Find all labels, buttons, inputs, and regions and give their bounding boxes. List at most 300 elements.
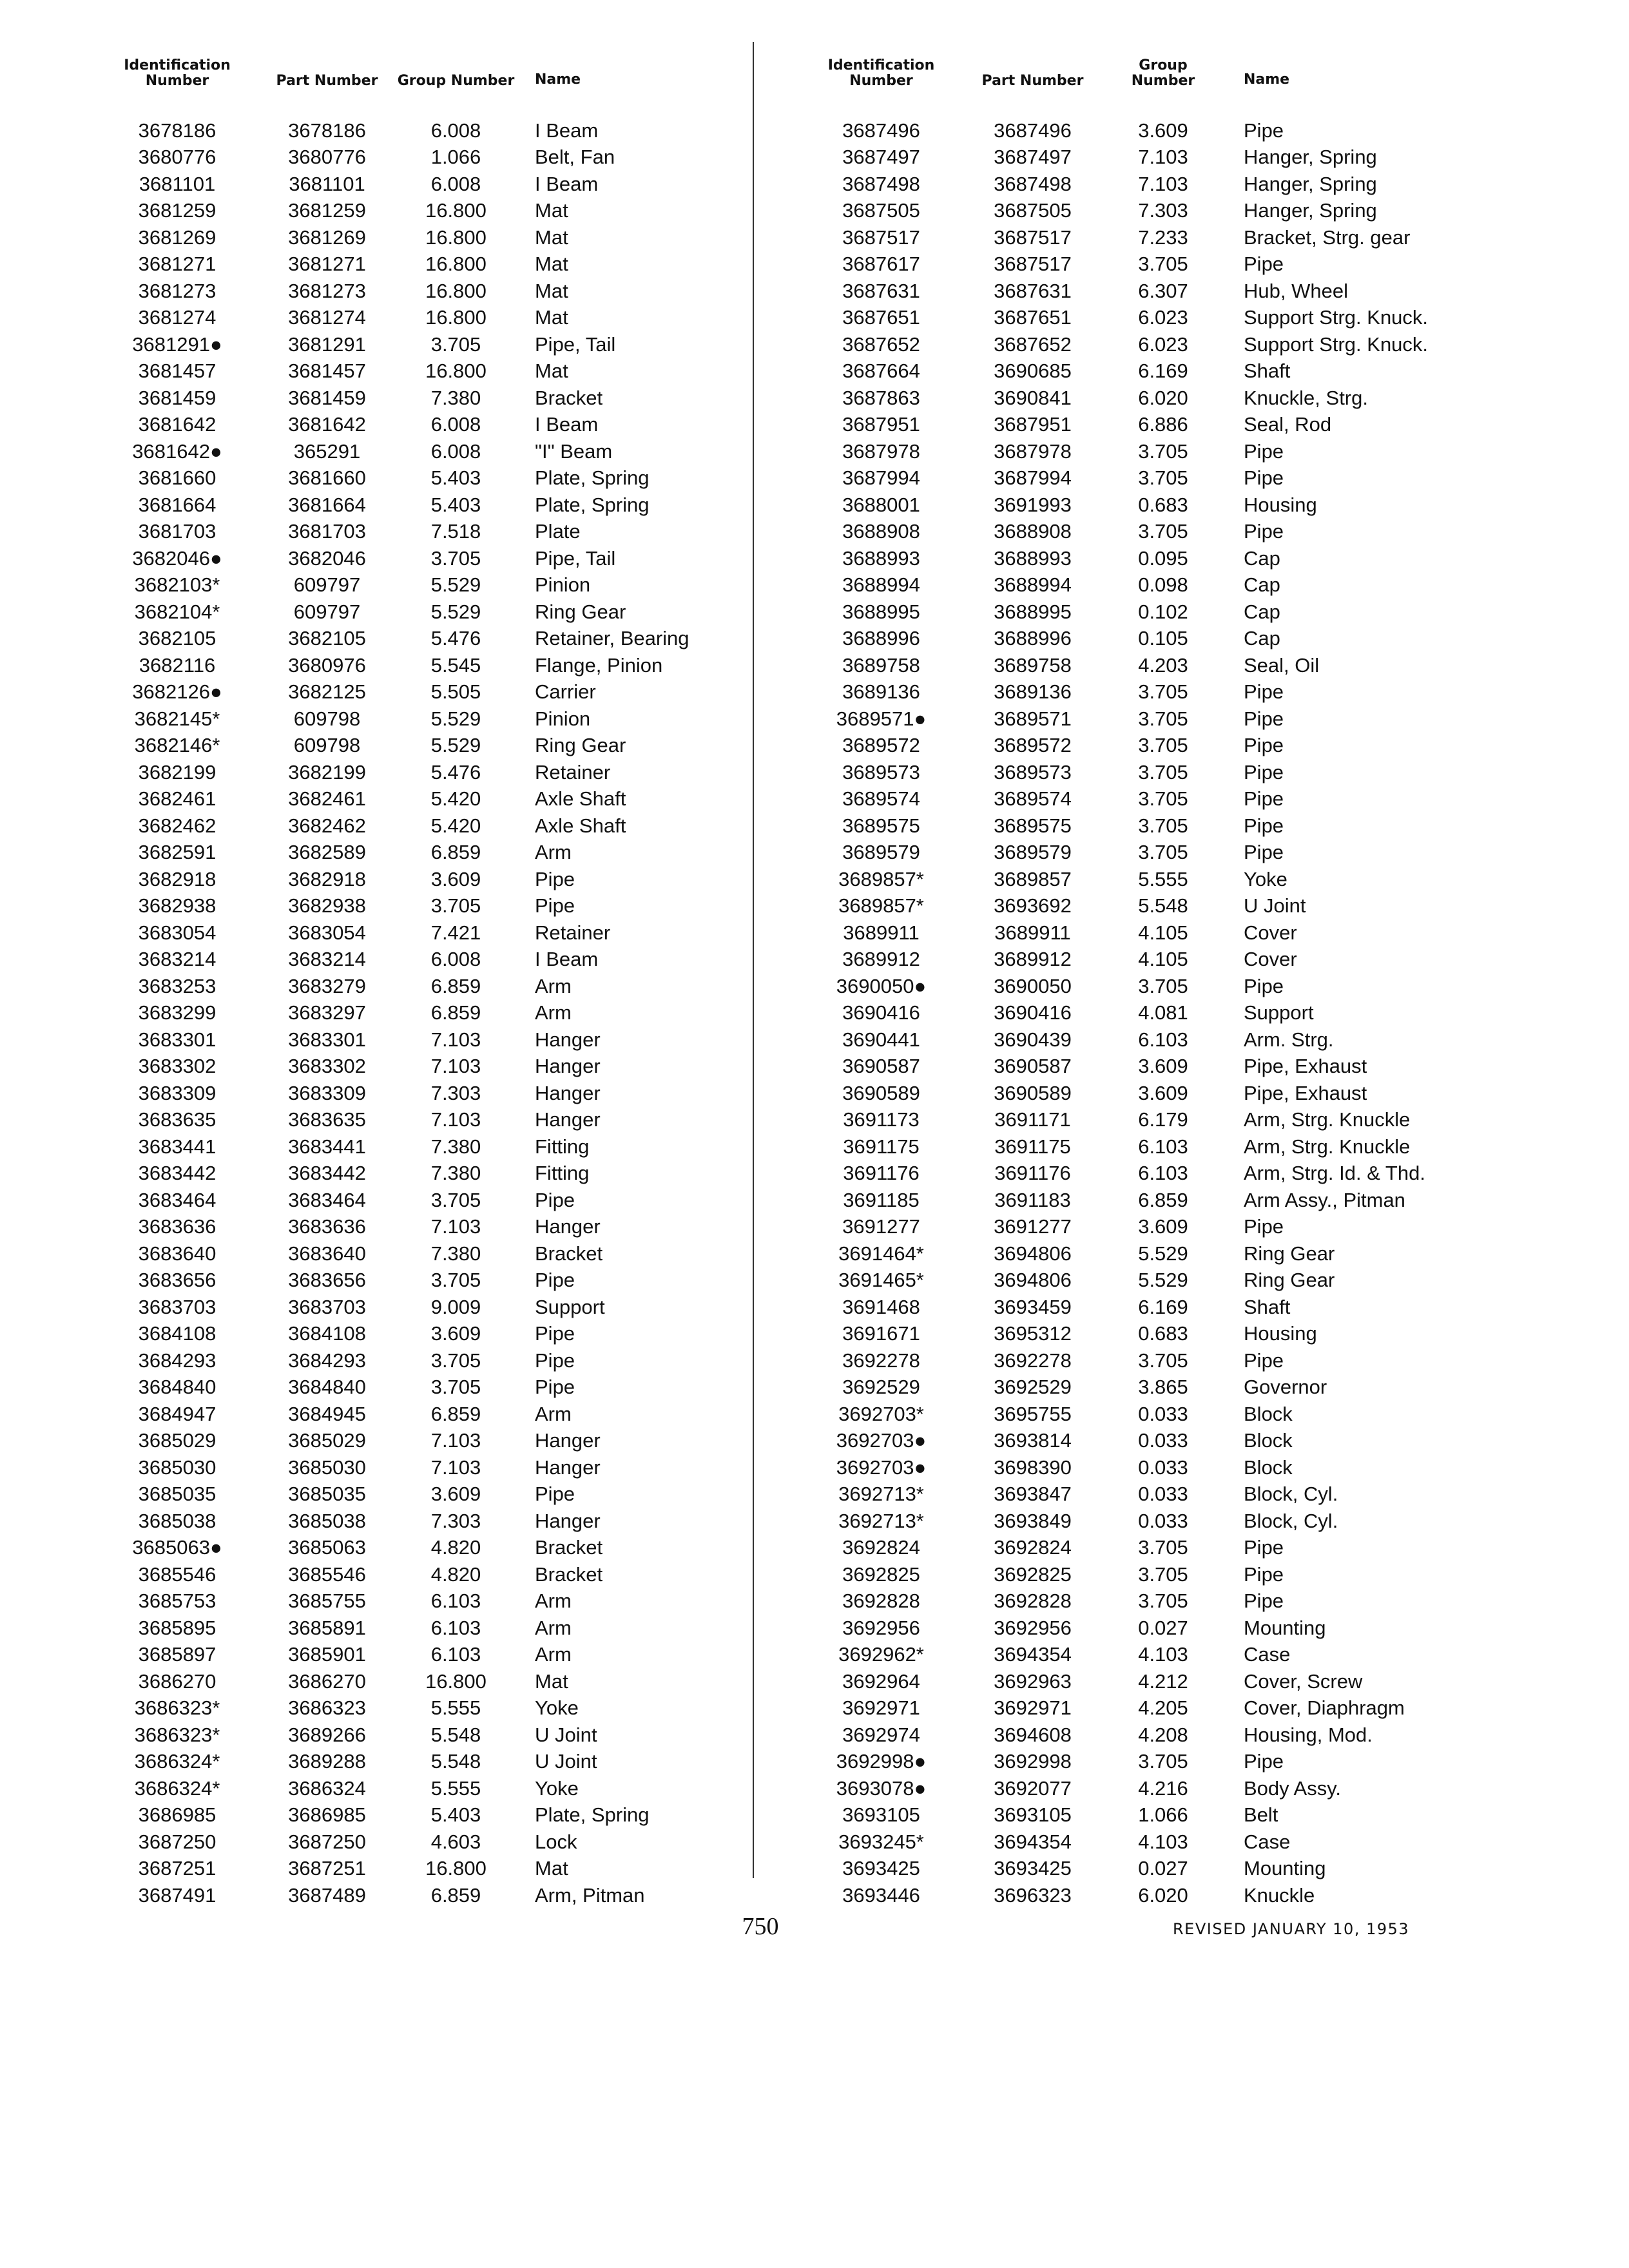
part-number-cell: 3693847 xyxy=(994,1483,1072,1506)
part-number-cell: 3681274 xyxy=(288,306,366,329)
group-number-cell: 3.609 xyxy=(1138,1215,1188,1238)
part-number-cell: 3686270 xyxy=(288,1669,366,1693)
identification-number-cell: 3683441 xyxy=(138,1135,217,1158)
header-identification-number: Identification Number xyxy=(124,57,231,89)
group-number-cell: 0.683 xyxy=(1138,1322,1188,1345)
name-cell: Case xyxy=(1244,1830,1291,1853)
identification-number-cell: 3682918 xyxy=(138,867,217,890)
identification-number-cell: 3685035 xyxy=(138,1483,217,1506)
name-cell: Flange, Pinion xyxy=(535,653,663,677)
part-number-cell: 3691176 xyxy=(994,1162,1071,1185)
name-cell: Block xyxy=(1244,1429,1293,1452)
name-cell: Hanger, Spring xyxy=(1244,199,1377,222)
group-number-cell: 6.008 xyxy=(430,119,481,142)
header-identification-number: Identification Number xyxy=(827,57,935,89)
identification-number-cell: 3681259 xyxy=(138,199,217,222)
name-cell: Mat xyxy=(535,279,568,302)
group-number-cell: 16.800 xyxy=(425,306,487,329)
table-row xyxy=(802,1428,1501,1455)
table-row xyxy=(802,251,1501,278)
group-number-cell: 3.705 xyxy=(1138,1750,1188,1773)
name-cell: Yoke xyxy=(535,1776,579,1800)
part-number-cell: 3687496 xyxy=(994,119,1072,142)
table-row xyxy=(802,492,1501,519)
identification-number-cell: 3688996 xyxy=(842,627,920,650)
name-cell: Arm xyxy=(535,1616,572,1639)
name-cell: Pipe xyxy=(1244,787,1284,811)
part-number-cell: 3694608 xyxy=(994,1723,1072,1746)
name-cell: Pipe xyxy=(1244,1590,1284,1613)
header-group-number: Group Number xyxy=(397,73,515,89)
group-number-cell: 5.505 xyxy=(430,680,481,704)
identification-number-cell: 3683636 xyxy=(138,1215,217,1238)
identification-number-cell: 3685546 xyxy=(138,1562,217,1586)
group-number-cell: 7.103 xyxy=(1138,146,1188,169)
part-number-cell: 3683464 xyxy=(288,1188,366,1211)
part-number-cell: 3689288 xyxy=(288,1750,366,1773)
table-row xyxy=(802,198,1501,225)
group-number-cell: 5.548 xyxy=(430,1723,481,1746)
identification-number-cell: 3681101 xyxy=(139,172,216,195)
part-number-cell: 3689758 xyxy=(994,653,1072,677)
part-number-cell: 3693425 xyxy=(994,1857,1072,1880)
identification-number-cell: 3689574 xyxy=(842,787,920,811)
group-number-cell: 4.081 xyxy=(1138,1001,1188,1024)
group-number-cell: 3.609 xyxy=(1138,1055,1188,1078)
identification-number-cell: 3687251 xyxy=(138,1857,217,1880)
table-row xyxy=(802,1481,1501,1508)
identification-number-cell: 3685029 xyxy=(138,1429,217,1452)
identification-number-cell: 3687994 xyxy=(842,466,920,490)
group-number-cell: 3.705 xyxy=(430,546,481,570)
name-cell: Carrier xyxy=(535,680,596,704)
group-number-cell: 3.705 xyxy=(1138,1349,1188,1372)
table-row xyxy=(802,1160,1501,1187)
part-number-cell: 3689912 xyxy=(994,948,1072,971)
identification-number-cell: 3684947 xyxy=(138,1402,217,1425)
name-cell: Mat xyxy=(535,253,568,276)
group-number-cell: 3.705 xyxy=(1138,253,1188,276)
table-row xyxy=(802,331,1501,358)
part-number-cell: 3687951 xyxy=(994,413,1072,436)
part-number-cell: 3689857 xyxy=(994,867,1072,890)
part-number-cell: 3681101 xyxy=(289,172,365,195)
name-cell: Hanger xyxy=(535,1456,601,1479)
table-row xyxy=(802,1026,1501,1053)
table-row xyxy=(97,626,786,653)
name-cell: Mat xyxy=(535,306,568,329)
name-cell: Ring Gear xyxy=(1244,1269,1335,1292)
identification-number-cell: 3681269 xyxy=(138,226,217,249)
page-number: 750 xyxy=(742,1913,779,1940)
identification-number-cell: 3684840 xyxy=(138,1376,217,1399)
identification-number-cell: 3682046● xyxy=(132,546,222,570)
group-number-cell: 7.103 xyxy=(1138,172,1188,195)
part-number-cell: 3681459 xyxy=(288,386,366,409)
identification-number-cell: 3689857* xyxy=(838,894,924,918)
identification-number-cell: 3692956 xyxy=(842,1616,920,1639)
identification-number-cell: 3690050● xyxy=(836,974,927,997)
part-number-cell: 3685035 xyxy=(288,1483,366,1506)
identification-number-cell: 3683253 xyxy=(138,974,217,997)
group-number-cell: 5.420 xyxy=(430,787,481,811)
table-row xyxy=(97,706,786,733)
part-number-cell: 3693692 xyxy=(994,894,1072,918)
part-number-cell: 3695312 xyxy=(994,1322,1072,1345)
table-row xyxy=(97,1080,786,1107)
header-name: Name xyxy=(1244,72,1290,88)
group-number-cell: 6.020 xyxy=(1138,386,1188,409)
part-number-cell: 3687631 xyxy=(994,279,1072,302)
table-row xyxy=(97,1160,786,1187)
table-row xyxy=(97,1695,786,1722)
name-cell: Support xyxy=(1244,1001,1314,1024)
table-row xyxy=(802,812,1501,840)
name-cell: Pipe xyxy=(1244,439,1284,463)
table-row xyxy=(802,1508,1501,1535)
group-number-cell: 3.705 xyxy=(1138,466,1188,490)
group-number-cell: 7.380 xyxy=(430,386,481,409)
part-number-cell: 3682589 xyxy=(288,841,366,864)
table-row xyxy=(97,358,786,385)
table-row xyxy=(802,545,1501,572)
part-number-cell: 3681269 xyxy=(288,226,366,249)
part-number-cell: 3689572 xyxy=(994,734,1072,757)
group-number-cell: 5.403 xyxy=(430,493,481,516)
group-number-cell: 4.820 xyxy=(430,1562,481,1586)
identification-number-cell: 3688993 xyxy=(842,546,920,570)
table-row xyxy=(97,465,786,492)
group-number-cell: 16.800 xyxy=(425,253,487,276)
part-number-cell: 3690685 xyxy=(994,360,1072,383)
table-row xyxy=(97,1829,786,1856)
part-number-cell: 3687497 xyxy=(994,146,1072,169)
group-number-cell: 5.420 xyxy=(430,814,481,837)
part-number-cell: 3688996 xyxy=(994,627,1072,650)
group-number-cell: 0.033 xyxy=(1138,1509,1188,1532)
identification-number-cell: 3692998● xyxy=(836,1750,927,1773)
table-row xyxy=(97,866,786,893)
identification-number-cell: 3687505 xyxy=(842,199,920,222)
part-number-cell: 3685546 xyxy=(288,1562,366,1586)
table-row xyxy=(802,679,1501,706)
table-row xyxy=(97,117,786,144)
part-number-cell: 3689575 xyxy=(994,814,1072,837)
group-number-cell: 5.548 xyxy=(430,1750,481,1773)
part-number-cell: 609797 xyxy=(293,600,361,623)
group-number-cell: 5.555 xyxy=(430,1776,481,1800)
name-cell: Cap xyxy=(1244,600,1280,623)
table-row xyxy=(97,599,786,626)
part-number-cell: 3682125 xyxy=(288,680,366,704)
group-number-cell: 0.098 xyxy=(1138,573,1188,597)
identification-number-cell: 3691464* xyxy=(838,1242,924,1265)
name-cell: Arm, Strg. Knuckle xyxy=(1244,1135,1411,1158)
table-row xyxy=(802,1080,1501,1107)
name-cell: Block, Cyl. xyxy=(1244,1483,1338,1506)
table-row xyxy=(97,1481,786,1508)
table-row xyxy=(97,1454,786,1481)
identification-number-cell: 3692971 xyxy=(842,1696,920,1720)
identification-number-cell: 3693245* xyxy=(838,1830,924,1853)
name-cell: Hanger, Spring xyxy=(1244,146,1377,169)
table-row xyxy=(802,1240,1501,1267)
table-row xyxy=(97,1642,786,1669)
table-row xyxy=(802,1321,1501,1348)
table-row xyxy=(97,1214,786,1241)
table-row xyxy=(802,1856,1501,1883)
group-number-cell: 0.095 xyxy=(1138,546,1188,570)
group-number-cell: 3.609 xyxy=(430,1483,481,1506)
name-cell: Pipe xyxy=(1244,466,1284,490)
part-number-cell: 3692825 xyxy=(994,1562,1072,1586)
part-number-cell: 3688993 xyxy=(994,546,1072,570)
group-number-cell: 5.545 xyxy=(430,653,481,677)
identification-number-cell: 3687651 xyxy=(842,306,920,329)
name-cell: Housing xyxy=(1244,493,1317,516)
part-number-cell: 3692278 xyxy=(994,1349,1072,1372)
table-row xyxy=(802,1695,1501,1722)
part-number-cell: 3683309 xyxy=(288,1081,366,1104)
name-cell: Hanger, Spring xyxy=(1244,172,1377,195)
identification-number-cell: 3689579 xyxy=(842,841,920,864)
part-number-cell: 3691171 xyxy=(994,1108,1071,1131)
name-cell: Pipe xyxy=(535,1349,575,1372)
name-cell: Axle Shaft xyxy=(535,787,626,811)
part-number-cell: 3687651 xyxy=(994,306,1072,329)
table-row xyxy=(97,412,786,439)
part-number-cell: 3688908 xyxy=(994,520,1072,543)
group-number-cell: 5.476 xyxy=(430,627,481,650)
name-cell: Pipe xyxy=(1244,814,1284,837)
table-row xyxy=(97,171,786,198)
identification-number-cell: 3691176 xyxy=(843,1162,920,1185)
part-number-cell: 3685038 xyxy=(288,1509,366,1532)
name-cell: Pipe xyxy=(1244,734,1284,757)
name-cell: Hanger xyxy=(535,1081,601,1104)
identification-number-cell: 3687497 xyxy=(842,146,920,169)
identification-number-cell: 3692703● xyxy=(836,1456,927,1479)
group-number-cell: 6.169 xyxy=(1138,360,1188,383)
identification-number-cell: 3686323* xyxy=(134,1723,220,1746)
part-number-cell: 3690841 xyxy=(994,386,1072,409)
part-number-cell: 3684945 xyxy=(288,1402,366,1425)
identification-number-cell: 3690589 xyxy=(842,1081,920,1104)
group-number-cell: 16.800 xyxy=(425,199,487,222)
group-number-cell: 7.421 xyxy=(430,921,481,944)
identification-number-cell: 3681457 xyxy=(138,360,217,383)
part-number-cell: 3682938 xyxy=(288,894,366,918)
name-cell: Pipe xyxy=(1244,253,1284,276)
table-row xyxy=(97,305,786,332)
part-number-cell: 3685030 xyxy=(288,1456,366,1479)
identification-number-cell: 3685038 xyxy=(138,1509,217,1532)
table-row xyxy=(802,1802,1501,1829)
group-number-cell: 3.705 xyxy=(1138,814,1188,837)
group-number-cell: 4.203 xyxy=(1138,653,1188,677)
part-number-cell: 3683214 xyxy=(288,948,366,971)
table-row xyxy=(802,866,1501,893)
group-number-cell: 3.705 xyxy=(1138,439,1188,463)
identification-number-cell: 3682146* xyxy=(134,734,220,757)
identification-number-cell: 3681664 xyxy=(138,493,217,516)
identification-number-cell: 3683442 xyxy=(138,1162,217,1185)
right-table-body xyxy=(802,117,1501,1909)
group-number-cell: 7.380 xyxy=(430,1162,481,1185)
part-number-cell: 3693814 xyxy=(994,1429,1072,1452)
part-number-cell: 3691277 xyxy=(994,1215,1072,1238)
table-row xyxy=(97,1722,786,1749)
table-row xyxy=(802,706,1501,733)
table-row xyxy=(97,1133,786,1160)
group-number-cell: 3.705 xyxy=(1138,974,1188,997)
identification-number-cell: 3683656 xyxy=(138,1269,217,1292)
table-row xyxy=(802,1749,1501,1776)
name-cell: Pipe xyxy=(1244,1536,1284,1559)
part-number-cell: 3687652 xyxy=(994,332,1072,356)
identification-number-cell: 3689136 xyxy=(842,680,920,704)
name-cell: I Beam xyxy=(535,172,599,195)
name-cell: Hanger xyxy=(535,1509,601,1532)
table-row xyxy=(802,1347,1501,1374)
identification-number-cell: 3688994 xyxy=(842,573,920,597)
name-cell: Pipe xyxy=(1244,520,1284,543)
group-number-cell: 7.103 xyxy=(430,1215,481,1238)
group-number-cell: 0.027 xyxy=(1138,1616,1188,1639)
table-row xyxy=(97,786,786,813)
part-number-cell: 3687978 xyxy=(994,439,1072,463)
table-row xyxy=(802,1107,1501,1134)
name-cell: Ring Gear xyxy=(535,734,626,757)
name-cell: Arm xyxy=(535,1402,572,1425)
group-number-cell: 0.033 xyxy=(1138,1483,1188,1506)
part-number-cell: 3687994 xyxy=(994,466,1072,490)
name-cell: Pipe xyxy=(1244,1349,1284,1372)
group-number-cell: 0.033 xyxy=(1138,1456,1188,1479)
group-number-cell: 5.529 xyxy=(1138,1269,1188,1292)
name-cell: Pipe, Tail xyxy=(535,546,616,570)
name-cell: Pinion xyxy=(535,573,591,597)
name-cell: U Joint xyxy=(1244,894,1306,918)
group-number-cell: 3.705 xyxy=(1138,841,1188,864)
identification-number-cell: 3691185 xyxy=(843,1188,920,1211)
group-number-cell: 6.859 xyxy=(430,974,481,997)
group-number-cell: 3.705 xyxy=(1138,734,1188,757)
part-number-cell: 3689911 xyxy=(994,921,1071,944)
part-number-cell: 3685755 xyxy=(288,1590,366,1613)
identification-number-cell: 3682104* xyxy=(134,600,220,623)
part-number-cell: 3694806 xyxy=(994,1269,1072,1292)
identification-number-cell: 3691465* xyxy=(838,1269,924,1292)
group-number-cell: 7.303 xyxy=(430,1081,481,1104)
table-row xyxy=(97,1053,786,1081)
name-cell: Arm xyxy=(535,974,572,997)
name-cell: Mounting xyxy=(1244,1616,1326,1639)
name-cell: Retainer xyxy=(535,921,611,944)
name-cell: Arm, Strg. Knuckle xyxy=(1244,1108,1411,1131)
group-number-cell: 5.476 xyxy=(430,760,481,783)
name-cell: Belt, Fan xyxy=(535,146,615,169)
part-number-cell: 3692077 xyxy=(994,1776,1072,1800)
group-number-cell: 16.800 xyxy=(425,1857,487,1880)
group-number-cell: 4.105 xyxy=(1138,948,1188,971)
group-number-cell: 3.705 xyxy=(430,1188,481,1211)
table-row xyxy=(802,759,1501,786)
name-cell: Mat xyxy=(535,1857,568,1880)
part-number-cell: 3686324 xyxy=(288,1776,366,1800)
group-number-cell: 5.529 xyxy=(430,734,481,757)
identification-number-cell: 3687631 xyxy=(842,279,920,302)
identification-number-cell: 3688995 xyxy=(842,600,920,623)
group-number-cell: 6.103 xyxy=(1138,1162,1188,1185)
left-table-header xyxy=(97,32,786,89)
table-row xyxy=(802,786,1501,813)
group-number-cell: 7.380 xyxy=(430,1242,481,1265)
group-number-cell: 6.859 xyxy=(430,841,481,864)
identification-number-cell: 3688001 xyxy=(842,493,920,516)
identification-number-cell: 3685753 xyxy=(138,1590,217,1613)
table-row xyxy=(97,1856,786,1883)
group-number-cell: 6.008 xyxy=(430,172,481,195)
group-number-cell: 6.103 xyxy=(1138,1135,1188,1158)
part-number-cell: 3683279 xyxy=(288,974,366,997)
name-cell: Seal, Oil xyxy=(1244,653,1320,677)
name-cell: Case xyxy=(1244,1643,1291,1666)
part-number-cell: 3683302 xyxy=(288,1055,366,1078)
name-cell: Seal, Rod xyxy=(1244,413,1332,436)
group-number-cell: 1.066 xyxy=(1138,1803,1188,1827)
group-number-cell: 5.403 xyxy=(430,1803,481,1827)
part-number-cell: 3692963 xyxy=(994,1669,1072,1693)
name-cell: Support xyxy=(535,1295,605,1318)
part-number-cell: 3680976 xyxy=(288,653,366,677)
name-cell: Arm xyxy=(535,1643,572,1666)
part-number-cell: 3678186 xyxy=(288,119,366,142)
identification-number-cell: 3681642 xyxy=(138,413,217,436)
group-number-cell: 6.023 xyxy=(1138,306,1188,329)
group-number-cell: 16.800 xyxy=(425,279,487,302)
name-cell: Pipe xyxy=(535,1188,575,1211)
name-cell: Pipe xyxy=(1244,1215,1284,1238)
part-number-cell: 3685063 xyxy=(288,1536,366,1559)
identification-number-cell: 3686323* xyxy=(134,1696,220,1720)
group-number-cell: 16.800 xyxy=(425,360,487,383)
table-row xyxy=(97,251,786,278)
group-number-cell: 3.705 xyxy=(1138,680,1188,704)
table-row xyxy=(802,1668,1501,1695)
group-number-cell: 7.103 xyxy=(430,1055,481,1078)
table-row xyxy=(802,1588,1501,1615)
identification-number-cell: 3685897 xyxy=(138,1643,217,1666)
part-number-cell: 3681664 xyxy=(288,493,366,516)
identification-number-cell: 3687517 xyxy=(842,226,920,249)
name-cell: Lock xyxy=(535,1830,577,1853)
identification-number-cell: 3683302 xyxy=(138,1055,217,1078)
part-number-cell: 3693849 xyxy=(994,1509,1072,1532)
group-number-cell: 3.705 xyxy=(430,332,481,356)
name-cell: Retainer xyxy=(535,760,611,783)
name-cell: Pipe xyxy=(1244,119,1284,142)
name-cell: Pipe xyxy=(535,1269,575,1292)
part-number-cell: 3689136 xyxy=(994,680,1072,704)
table-row xyxy=(97,759,786,786)
group-number-cell: 6.103 xyxy=(430,1616,481,1639)
group-number-cell: 4.820 xyxy=(430,1536,481,1559)
group-number-cell: 4.103 xyxy=(1138,1643,1188,1666)
identification-number-cell: 3689575 xyxy=(842,814,920,837)
name-cell: U Joint xyxy=(535,1750,597,1773)
group-number-cell: 9.009 xyxy=(430,1295,481,1318)
